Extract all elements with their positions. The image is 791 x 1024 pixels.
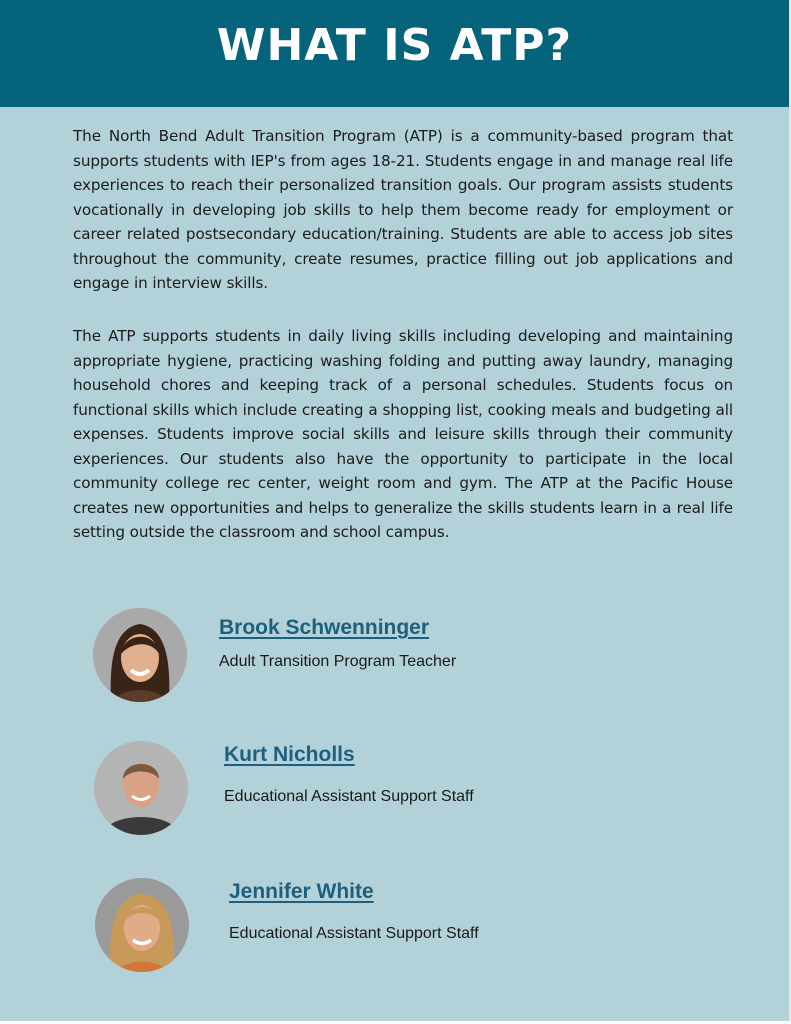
staff-name-jennifer[interactable]: Jennifer White (229, 880, 374, 903)
staff-role-brook: Adult Transition Program Teacher (219, 653, 457, 670)
portrait-icon (93, 608, 187, 702)
staff-photo-brook (93, 608, 187, 702)
portrait-icon (95, 878, 189, 972)
page-title: WHAT IS ATP? (216, 20, 573, 71)
portrait-icon (94, 741, 188, 835)
header-banner (0, 0, 789, 107)
intro-paragraph: The North Bend Adult Transition Program (ATP) is a community-based program that supports students with IEP's from ages 18-21. Students engage in and manage real life experiences to reach their personalized transition goals. Our program assists students vocationally in developing job skills to help them become ready for employment or career related postsecondary education/training. Students are able to access job sites throughout the community, create resumes, practice filling out job applications and engage in interview skills. (73, 127, 733, 292)
staff-role-jennifer: Educational Assistant Support Staff (229, 925, 479, 942)
staff-name-kurt[interactable]: Kurt Nicholls (224, 743, 355, 766)
staff-photo-kurt (94, 741, 188, 835)
daily-living-paragraph: The ATP supports students in daily living skills including developing and maintaining appropriate hygiene, practicing washing folding and putting away laundry, managing household chores and keeping track of a personal schedules. Students focus on functional skills which include creating a shopping list, cooking meals and budgeting all expenses. Students improve social skills and leisure skills through their community experiences. Our students also have the opportunity to participate in the local community college rec center, weight room and gym. The ATP at the Pacific House creates new opportunities and helps to generalize the skills students learn in a real life setting outside the classroom and school campus. (73, 327, 733, 541)
staff-photo-jennifer (95, 878, 189, 972)
staff-role-kurt: Educational Assistant Support Staff (224, 788, 474, 805)
staff-name-brook[interactable]: Brook Schwenninger (219, 616, 430, 639)
